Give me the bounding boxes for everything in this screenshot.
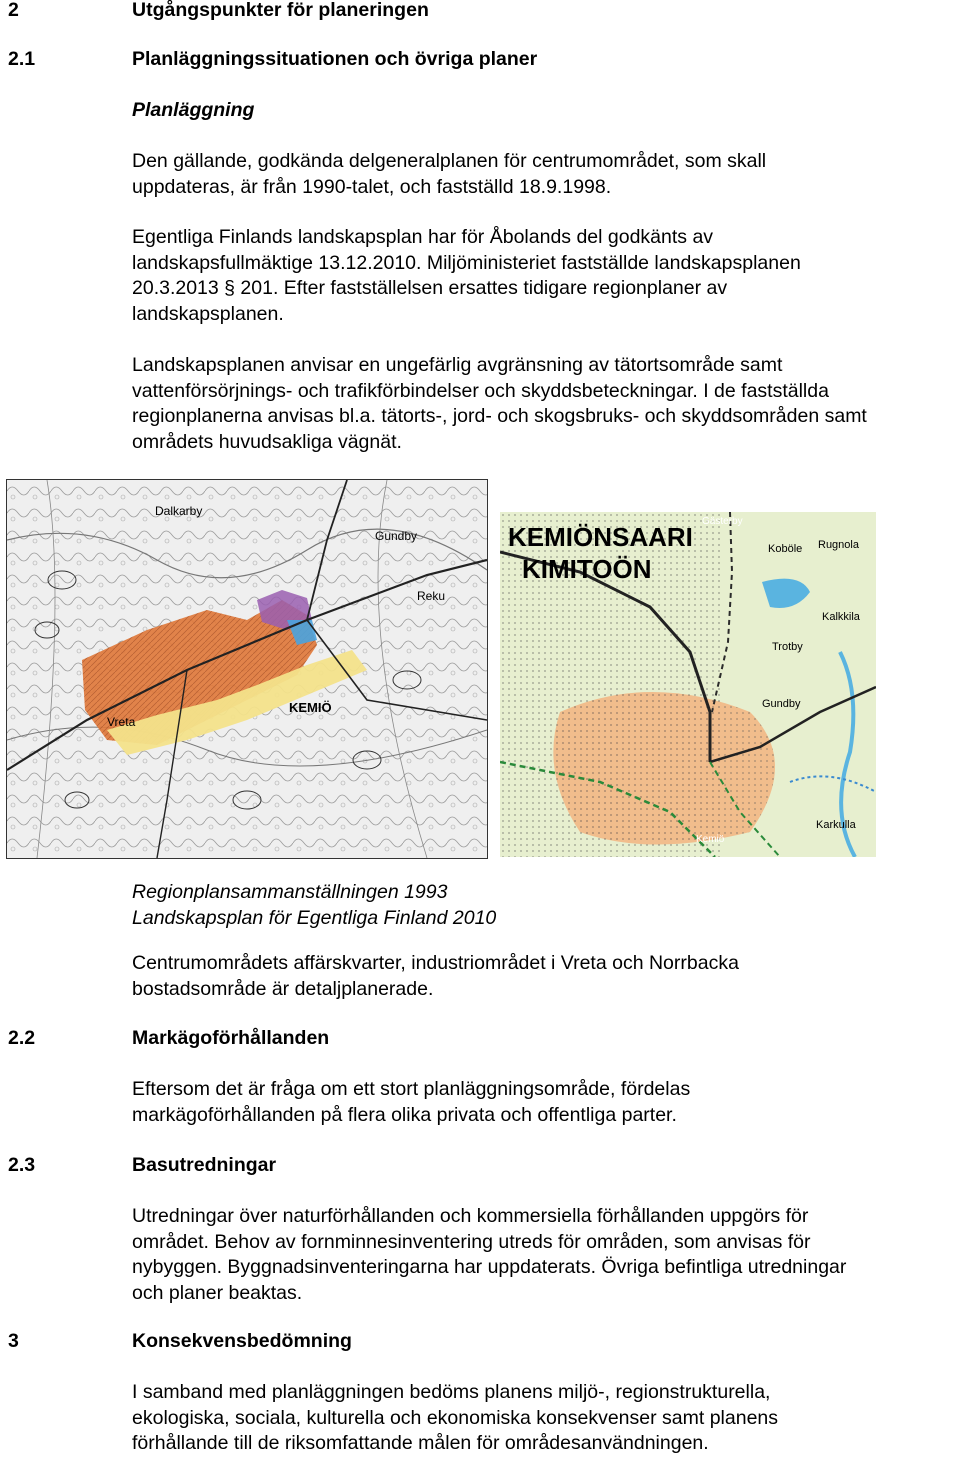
- map-label-dalkarby: Dalkarby: [155, 504, 203, 518]
- section-title: Konsekvensbedömning: [132, 1330, 352, 1352]
- text-line: I samband med planläggningen bedöms planens miljö-, regionstrukturella,: [132, 1381, 771, 1403]
- map-title-swedish: KIMITOÖN: [522, 554, 652, 584]
- text-line: regionplanerna anvisas bl.a. tätorts-, jord- och skogsbruks- och skyddsområden samt: [132, 405, 867, 427]
- text-line: 20.3.2013 § 201. Efter fastställelsen ersattes tidigare regionplaner av: [132, 277, 728, 299]
- regional-plan-map-graphic: [7, 480, 487, 858]
- map-label-rugnola: Rugnola: [818, 539, 859, 551]
- text-line: områdets huvudsakliga vägnät.: [132, 430, 402, 453]
- text-line: Landskapsplanen anvisar en ungefärlig avgränsning av tätortsområde samt: [132, 354, 783, 376]
- text-line: ekologiska, sociala, kulturella och ekonomiska konsekvenser samt planens: [132, 1406, 779, 1429]
- landscape-plan-map-graphic: [500, 512, 876, 857]
- section-number: 2.3: [8, 1154, 36, 1176]
- caption-line: Regionplansammanställningen 1993: [132, 881, 448, 903]
- regional-plan-map: [6, 479, 488, 859]
- map-label-gundby: Gundby: [762, 698, 801, 710]
- text-line: vattenförsörjnings- och trafikförbindelser och skyddsbeteckningar. I de fastställda: [132, 379, 829, 402]
- text-line: Eftersom det är fråga om ett stort planläggningsområde, fördelas: [132, 1078, 691, 1100]
- text-line: Utredningar över naturförhållanden och kommersiella förhållanden uppgörs för: [132, 1205, 809, 1227]
- text-line: landskapsplanen.: [132, 302, 284, 325]
- text-line: Den gällande, godkända delgeneralplanen för centrumområdet, som skall: [132, 150, 767, 172]
- paragraph-5: [132, 1077, 690, 1128]
- landscape-plan-map: [500, 512, 876, 857]
- map-label-kalkkila: Kalkkila: [822, 611, 860, 623]
- text-line: och planer beaktas.: [132, 1281, 303, 1304]
- text-line: landskapsfullmäktige 13.12.2010. Miljöministeriet fastställde landskapsplanen: [132, 251, 801, 274]
- section-title: Utgångspunkter för planeringen: [132, 0, 429, 21]
- text-line: förhållande till de riksomfattande målen för områdesanvändningen.: [132, 1432, 709, 1454]
- section-number: 2.2: [8, 1027, 36, 1049]
- text-line: uppdateras, är från 1990-talet, och fastställd 18.9.1998.: [132, 175, 612, 198]
- paragraph-6: [132, 1204, 846, 1306]
- map-label-koboele: Koböle: [768, 543, 803, 555]
- section-number: 3: [8, 1330, 19, 1352]
- paragraph-1: [132, 149, 766, 200]
- paragraph-4: [132, 951, 739, 1002]
- map-label-karkulla: Karkulla: [816, 819, 856, 831]
- map-label-vreta: Vreta: [107, 715, 136, 729]
- map-title-finnish: KEMIÖNSAARI: [508, 522, 693, 552]
- text-line: bostadsområde är detaljplanerade.: [132, 977, 434, 1000]
- text-line: markägoförhållanden på flera olika privata och offentliga parter.: [132, 1103, 677, 1126]
- text-line: Centrumområdets affärskvarter, industriområdet i Vreta och Norrbacka: [132, 952, 739, 974]
- map-caption: [132, 880, 496, 931]
- paragraph-7: [132, 1380, 778, 1457]
- section-title: Basutredningar: [132, 1154, 277, 1176]
- map-label-gundby: Gundby: [375, 529, 418, 543]
- paragraph-2: [132, 225, 801, 327]
- text-line: området. Behov av fornminnesinventering utreds för områden, som anvisas för: [132, 1230, 811, 1253]
- map-label-gasterby: Gästerby: [702, 516, 743, 527]
- map-label-kemio: Kemiö: [696, 834, 725, 845]
- subheading: Planläggning: [132, 99, 255, 121]
- text-line: Egentliga Finlands landskapsplan har för Åbolands del godkänts av: [132, 226, 714, 248]
- section-number: 2.1: [8, 48, 36, 70]
- map-label-reku: Reku: [417, 589, 446, 603]
- map-label-kemio: KEMIÖ: [289, 700, 332, 715]
- map-label-trotby: Trotby: [772, 641, 803, 653]
- text-line: nybyggen. Byggnadsinventeringarna har uppdaterats. Övriga befintliga utredningar: [132, 1256, 847, 1278]
- section-title: Planläggningssituationen och övriga planer: [132, 48, 538, 70]
- section-number: 2: [8, 0, 19, 21]
- section-title: Markägoförhållanden: [132, 1027, 330, 1049]
- caption-line: Landskapsplan för Egentliga Finland 2010: [132, 906, 497, 929]
- paragraph-3: [132, 353, 867, 455]
